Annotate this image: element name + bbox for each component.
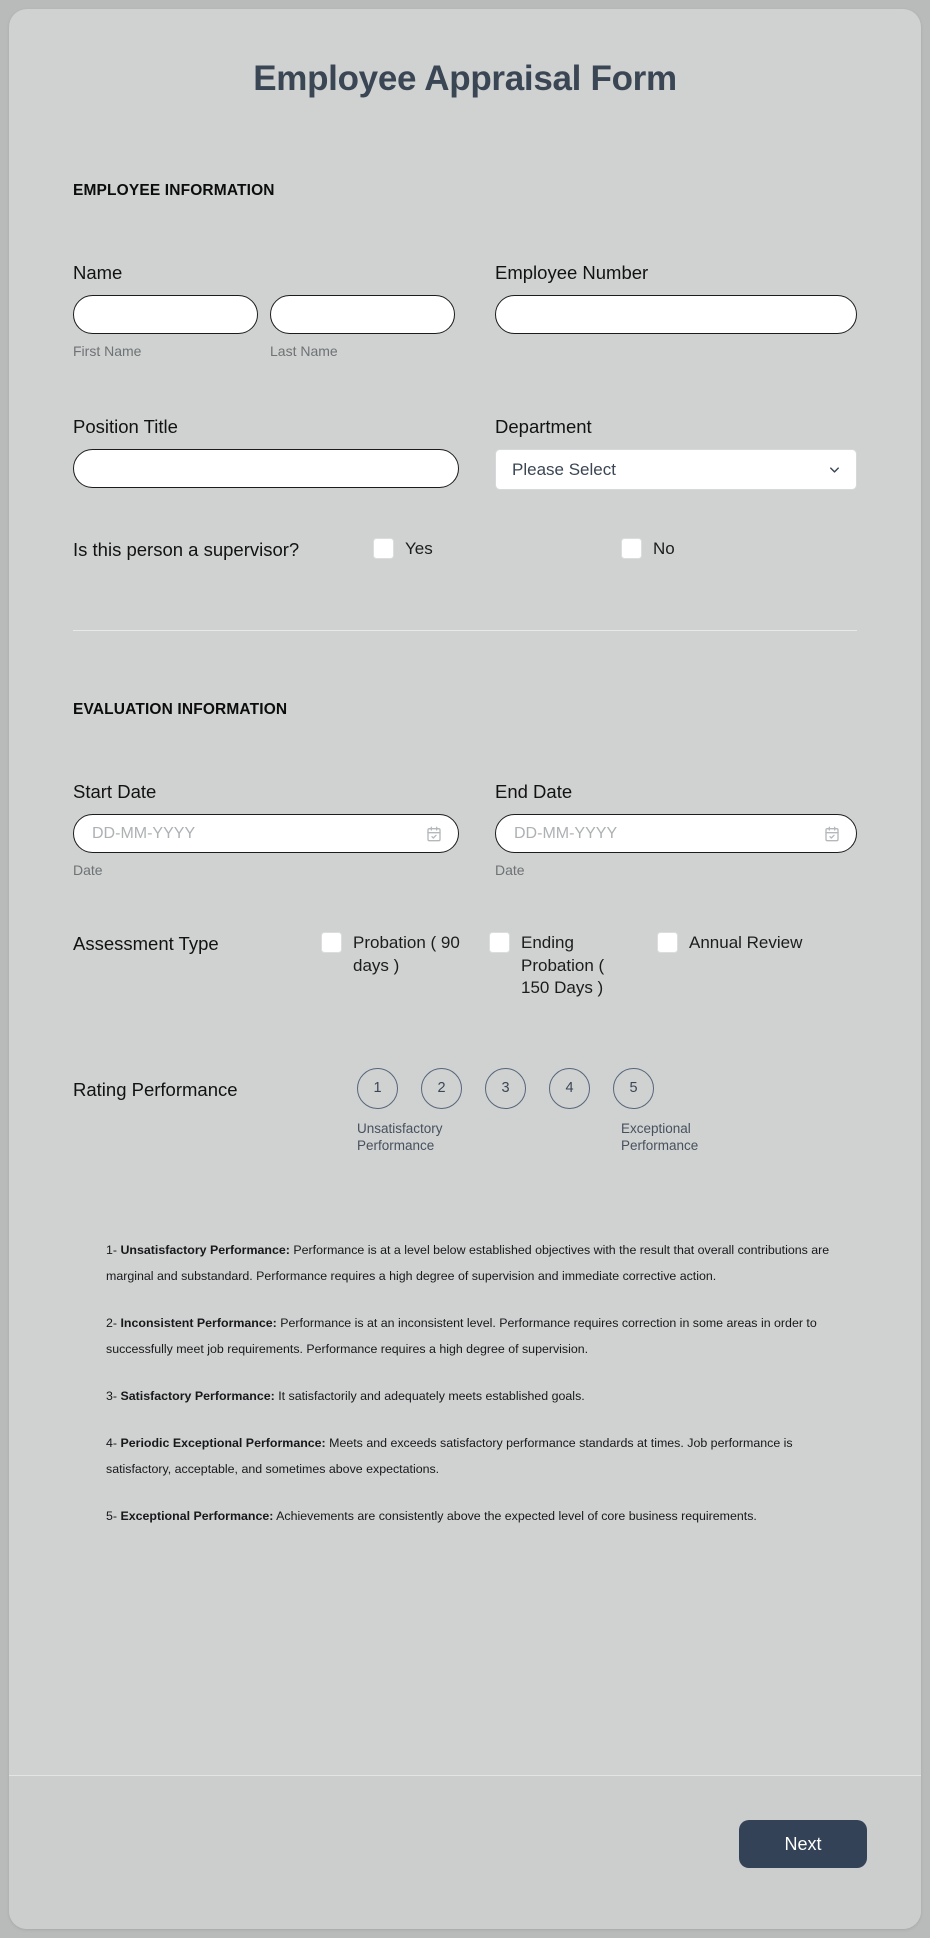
end-date-input[interactable] [495,814,857,853]
section-heading-employee-information: EMPLOYEE INFORMATION [73,182,275,199]
page-title: Employee Appraisal Form [253,59,677,98]
start-date-input[interactable] [73,814,459,853]
form-body [9,9,921,1775]
rating-option-4[interactable]: 4 [549,1068,590,1109]
assessment-annual-review-label: Annual Review [689,933,803,952]
rating-description-4-number: 4- [106,1436,118,1451]
start-date-field-group [73,781,459,878]
rating-description-4 [106,1431,833,1482]
employee-number-input[interactable] [495,295,857,334]
end-date-label: End Date [495,781,573,802]
rating-descriptions [106,1238,833,1529]
position-title-field-group [73,416,459,490]
supervisor-yes-checkbox[interactable] [373,538,394,559]
calendar-icon[interactable] [426,826,442,842]
section-heading-evaluation-information: EVALUATION INFORMATION [73,701,288,718]
supervisor-no-label: No [653,539,675,558]
rating-description-4-term: Periodic Exceptional Performance: [120,1436,326,1451]
rating-description-5-term: Exceptional Performance: [120,1509,274,1524]
rating-description-3 [106,1384,833,1409]
rating-option-5[interactable]: 5 [613,1068,654,1109]
rating-description-1-number: 1- [106,1243,118,1258]
supervisor-option-no[interactable] [621,538,675,561]
assessment-ending-probation-150-label: Ending Probation ( 150 Days ) [521,933,605,998]
first-name-input[interactable] [73,295,258,334]
rating-option-2[interactable]: 2 [421,1068,462,1109]
rating-description-5 [106,1504,833,1529]
next-button[interactable]: Next [739,1820,867,1868]
start-date-sub-label: Date [73,862,103,878]
department-label: Department [495,416,592,437]
assessment-option-annual-review[interactable] [657,932,802,955]
supervisor-no-checkbox[interactable] [621,538,642,559]
assessment-type-label: Assessment Type [73,933,219,954]
rating-description-2-term: Inconsistent Performance: [120,1316,277,1331]
rating-description-5-text: Achievements are consistently above the expected level of core business requirements. [276,1509,757,1524]
rating-description-4-text: Meets and exceeds satisfactory performance standards at times. Job performance is satisfactory, acceptable, and sometimes above expectations. [106,1436,793,1476]
department-select[interactable] [495,449,857,490]
employee-number-field-group [459,262,857,359]
assessment-annual-review-checkbox[interactable] [657,932,678,953]
section-divider [73,630,857,631]
department-field-group [459,416,857,490]
position-title-label: Position Title [73,416,178,437]
rating-description-2-number: 2- [106,1316,118,1331]
supervisor-option-yes[interactable] [373,538,621,561]
name-label: Name [73,262,123,283]
form-footer [9,1775,921,1929]
assessment-ending-probation-150-checkbox[interactable] [489,932,510,953]
rating-low-caption: Unsatisfactory Performance [357,1120,443,1154]
assessment-probation-90-checkbox[interactable] [321,932,342,953]
end-date-sub-label: Date [495,862,525,878]
rating-description-1-term: Unsatisfactory Performance: [120,1243,290,1258]
rating-description-2 [106,1311,833,1362]
start-date-label: Start Date [73,781,157,802]
rating-option-3[interactable]: 3 [485,1068,526,1109]
rating-high-caption: Exceptional Performance [621,1120,699,1154]
supervisor-yes-label: Yes [405,539,433,558]
rating-description-1-text: Performance is at a level below established objectives with the result that overall contributions are marginal and substandard. Performance requires a high degree of supervision and immediate corrective action. [106,1243,830,1283]
employee-number-label: Employee Number [495,262,649,283]
assessment-probation-90-label: Probation ( 90 days ) [353,933,460,975]
chevron-down-icon [827,462,842,477]
end-date-field-group [459,781,857,878]
supervisor-question-label: Is this person a supervisor? [73,539,300,560]
last-name-input[interactable] [270,295,455,334]
position-title-input[interactable] [73,449,459,488]
rating-option-1[interactable]: 1 [357,1068,398,1109]
rating-description-5-number: 5- [106,1509,118,1524]
form-card [9,9,921,1929]
rating-description-2-text: Performance is at an inconsistent level. Performance requires correction in some areas in order to successfully meet job requirements. Performance requires a high degree of supervision. [106,1316,817,1356]
assessment-option-probation-90[interactable] [321,932,489,977]
calendar-icon[interactable] [824,826,840,842]
rating-description-3-number: 3- [106,1389,118,1404]
rating-performance-label: Rating Performance [73,1078,238,1100]
rating-description-3-term: Satisfactory Performance: [120,1389,275,1404]
department-selected-value: Please Select [512,459,616,479]
rating-description-1 [106,1238,833,1289]
rating-description-3-text: It satisfactorily and adequately meets established goals. [278,1389,585,1404]
first-name-sub-label: First Name [73,343,142,359]
rating-performance-scale [357,1068,717,1155]
assessment-option-ending-probation-150[interactable] [489,932,657,1000]
last-name-sub-label: Last Name [270,343,338,359]
name-field-group [73,262,459,359]
